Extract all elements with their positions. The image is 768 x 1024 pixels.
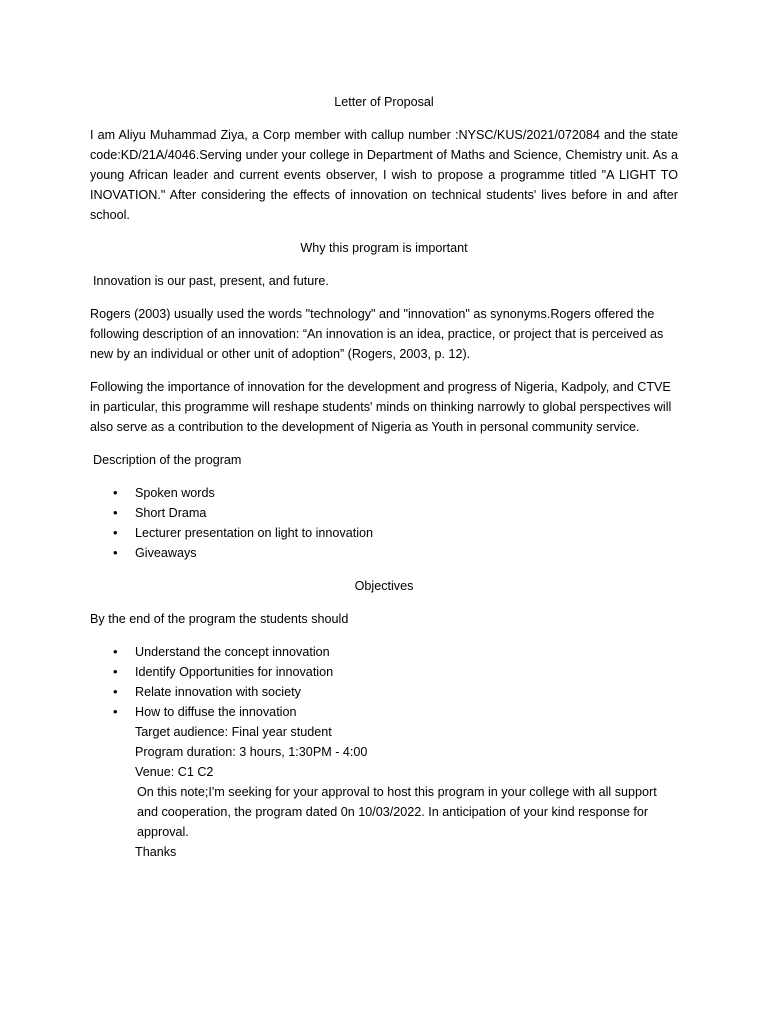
description-heading: Description of the program xyxy=(93,453,242,467)
bullet-icon: • xyxy=(113,485,118,500)
list-item: • How to diffuse the innovation xyxy=(90,702,678,722)
bullet-icon: • xyxy=(113,704,118,719)
program-duration: Program duration: 3 hours, 1:30PM - 4:00 xyxy=(135,745,368,759)
list-item: • Identify Opportunities for innovation xyxy=(90,662,678,682)
bullet-icon: • xyxy=(113,684,118,699)
objectives-intro: By the end of the program the students should xyxy=(90,612,349,626)
letter-title: Letter of Proposal xyxy=(334,95,434,109)
closing-paragraph: On this note;I'm seeking for your approval to host this program in your college with all support and cooperation, the program dated 0n 10/03/2022. In anticipation of your kind response for approval. xyxy=(137,785,657,839)
rogers-paragraph: Rogers (2003) usually used the words "technology" and "innovation" as synonyms.Rogers offered the following description of an innovation: “An innovation is an idea, practice, or project that is perceived as new by an individual or other unit of adoption” (Rogers, 2003, p. 12). xyxy=(90,307,664,361)
why-line: Innovation is our past, present, and future. xyxy=(93,274,329,288)
why-heading: Why this program is important xyxy=(300,241,468,255)
list-item: • Relate innovation with society xyxy=(90,682,678,702)
intro-paragraph: I am Aliyu Muhammad Ziya, a Corp member with callup number :NYSC/KUS/2021/072084 and the state code:KD/21A/4046.Serving under your college in Department of Maths and Science, Chemistry unit. As a young African leader and current events observer, I wish to propose a programme titled "A LIGHT TO INOVATION." After considering the effects of innovation on technical students' lives before in and after school. xyxy=(90,128,678,222)
bullet-icon: • xyxy=(113,664,118,679)
letter-body xyxy=(90,92,678,862)
list-item: • Giveaways xyxy=(90,543,678,563)
list-item: • Short Drama xyxy=(90,503,678,523)
list-item: • Understand the concept innovation xyxy=(90,642,678,662)
target-audience: Target audience: Final year student xyxy=(135,725,332,739)
bullet-icon: • xyxy=(113,525,118,540)
list-item: • Spoken words xyxy=(90,483,678,503)
bullet-icon: • xyxy=(113,545,118,560)
venue: Venue: C1 C2 xyxy=(135,765,214,779)
closing-block xyxy=(90,722,678,862)
objectives-list xyxy=(90,642,678,722)
list-item: • Lecturer presentation on light to innovation xyxy=(90,523,678,543)
bullet-icon: • xyxy=(113,644,118,659)
thanks: Thanks xyxy=(135,845,177,859)
importance-paragraph: Following the importance of innovation for the development and progress of Nigeria, Kadpoly, and CTVE in particular, this programme will reshape students' minds on thinking narrowly to global perspectives will also serve as a contribution to the development of Nigeria as Youth in personal community service. xyxy=(90,380,672,434)
description-list xyxy=(90,483,678,563)
objectives-heading: Objectives xyxy=(354,579,414,593)
bullet-icon: • xyxy=(113,505,118,520)
